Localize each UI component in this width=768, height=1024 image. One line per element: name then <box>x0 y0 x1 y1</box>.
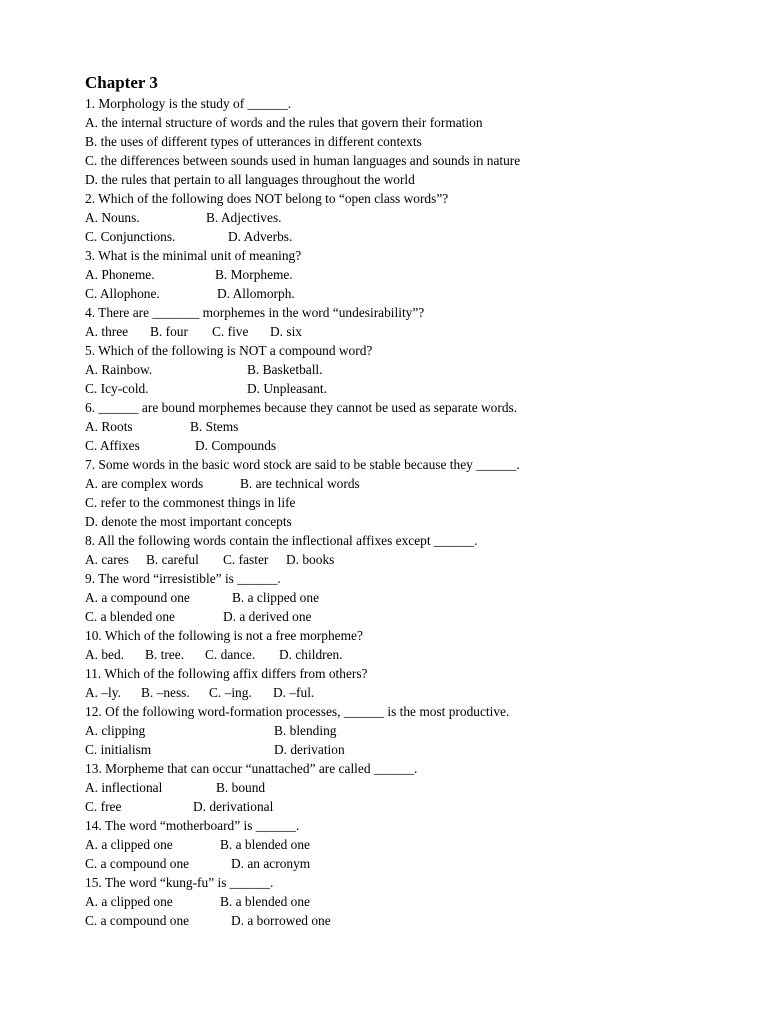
q5-option-d: D. Unpleasant. <box>247 381 327 396</box>
q1-option-b: B. the uses of different types of utterances in different contexts <box>85 134 422 149</box>
q15-options-row-2 <box>85 911 725 930</box>
q10-option-c: C. dance. <box>205 647 256 662</box>
q6-options-row-2 <box>85 436 725 455</box>
q13-option-a: A. inflectional <box>85 780 163 795</box>
q4-option-c: C. five <box>212 324 249 339</box>
q9-options-row-1 <box>85 588 725 607</box>
q4-option-b: B. four <box>150 324 188 339</box>
q1-option-a: A. the internal structure of words and the rules that govern their formation <box>85 115 483 130</box>
question-13: 13. Morpheme that can occur “unattached” are called ______. <box>85 761 418 776</box>
chapter-title: Chapter 3 <box>85 73 158 92</box>
q15-option-c: C. a compound one <box>85 913 190 928</box>
question-5: 5. Which of the following is NOT a compound word? <box>85 343 373 358</box>
q13-options-row-2 <box>85 797 725 816</box>
q13-options-row-1 <box>85 778 725 797</box>
q10-option-d: D. children. <box>279 647 343 662</box>
q7-options-row-1 <box>85 474 725 493</box>
question-12: 12. Of the following word-formation processes, ______ is the most productive. <box>85 704 510 719</box>
q5-option-b: B. Basketball. <box>247 362 323 377</box>
q13-option-d: D. derivational <box>193 799 274 814</box>
question-1: 1. Morphology is the study of ______. <box>85 96 292 111</box>
question-2: 2. Which of the following does NOT belong to “open class words”? <box>85 191 449 206</box>
q14-option-d: D. an acronym <box>231 856 311 871</box>
question-6: 6. ______ are bound morphemes because they cannot be used as separate words. <box>85 400 518 415</box>
question-10: 10. Which of the following is not a free morpheme? <box>85 628 363 643</box>
q11-option-d: D. –ful. <box>273 685 315 700</box>
document-page <box>85 72 725 930</box>
q1-option-d: D. the rules that pertain to all languages throughout the world <box>85 172 415 187</box>
question-11: 11. Which of the following affix differs from others? <box>85 666 368 681</box>
q11-option-a: A. –ly. <box>85 685 121 700</box>
question-7: 7. Some words in the basic word stock are said to be stable because they ______. <box>85 457 520 472</box>
q12-option-c: C. initialism <box>85 742 152 757</box>
q2-option-d: D. Adverbs. <box>228 229 293 244</box>
question-15: 15. The word “kung-fu” is ______. <box>85 875 274 890</box>
q8-option-d: D. books <box>286 552 335 567</box>
q2-option-a: A. Nouns. <box>85 210 140 225</box>
q12-option-d: D. derivation <box>274 742 345 757</box>
q5-options-row-1 <box>85 360 725 379</box>
question-4: 4. There are _______ morphemes in the word “undesirability”? <box>85 305 425 320</box>
q10-option-a: A. bed. <box>85 647 125 662</box>
q5-options-row-2 <box>85 379 725 398</box>
q3-option-b: B. Morpheme. <box>215 267 293 282</box>
q12-option-b: B. blending <box>274 723 337 738</box>
q5-option-a: A. Rainbow. <box>85 362 153 377</box>
q11-options-row <box>85 683 725 702</box>
question-3: 3. What is the minimal unit of meaning? <box>85 248 302 263</box>
q9-option-b: B. a clipped one <box>232 590 320 605</box>
question-8: 8. All the following words contain the inflectional affixes except ______. <box>85 533 478 548</box>
q12-option-a: A. clipping <box>85 723 146 738</box>
q6-option-a: A. Roots <box>85 419 133 434</box>
q12-options-row-2 <box>85 740 725 759</box>
q11-option-b: B. –ness. <box>141 685 190 700</box>
q5-option-c: C. Icy-cold. <box>85 381 149 396</box>
q14-option-c: C. a compound one <box>85 856 190 871</box>
q7-option-d: D. denote the most important concepts <box>85 514 292 529</box>
q3-option-c: C. Allophone. <box>85 286 160 301</box>
q9-option-a: A. a compound one <box>85 590 190 605</box>
q14-options-row-1 <box>85 835 725 854</box>
q15-option-d: D. a borrowed one <box>231 913 331 928</box>
q2-options-row-2 <box>85 227 725 246</box>
q11-option-c: C. –ing. <box>209 685 252 700</box>
q14-options-row-2 <box>85 854 725 873</box>
q8-option-a: A. cares <box>85 552 129 567</box>
q9-option-d: D. a derived one <box>223 609 312 624</box>
q14-option-b: B. a blended one <box>220 837 310 852</box>
q7-option-c: C. refer to the commonest things in life <box>85 495 296 510</box>
q6-option-c: C. Affixes <box>85 438 140 453</box>
q3-options-row-1 <box>85 265 725 284</box>
q15-option-b: B. a blended one <box>220 894 310 909</box>
q6-options-row-1 <box>85 417 725 436</box>
q6-option-b: B. Stems <box>190 419 239 434</box>
q10-options-row <box>85 645 725 664</box>
q8-options-row <box>85 550 725 569</box>
q10-option-b: B. tree. <box>145 647 185 662</box>
q13-option-c: C. free <box>85 799 122 814</box>
q15-options-row-1 <box>85 892 725 911</box>
q3-options-row-2 <box>85 284 725 303</box>
q15-option-a: A. a clipped one <box>85 894 173 909</box>
q2-option-c: C. Conjunctions. <box>85 229 176 244</box>
q7-option-b: B. are technical words <box>240 476 360 491</box>
q4-option-d: D. six <box>270 324 302 339</box>
q13-option-b: B. bound <box>216 780 266 795</box>
q7-option-a: A. are complex words <box>85 476 204 491</box>
q4-option-a: A. three <box>85 324 129 339</box>
q12-options-row-1 <box>85 721 725 740</box>
question-9: 9. The word “irresistible” is ______. <box>85 571 281 586</box>
q2-options-row-1 <box>85 208 725 227</box>
q9-option-c: C. a blended one <box>85 609 175 624</box>
q2-option-b: B. Adjectives. <box>206 210 282 225</box>
q6-option-d: D. Compounds <box>195 438 277 453</box>
q3-option-d: D. Allomorph. <box>217 286 295 301</box>
q3-option-a: A. Phoneme. <box>85 267 155 282</box>
q4-options-row <box>85 322 725 341</box>
question-14: 14. The word “motherboard” is ______. <box>85 818 300 833</box>
q8-option-b: B. careful <box>146 552 199 567</box>
q8-option-c: C. faster <box>223 552 269 567</box>
q14-option-a: A. a clipped one <box>85 837 173 852</box>
q1-option-c: C. the differences between sounds used in human languages and sounds in nature <box>85 153 521 168</box>
q9-options-row-2 <box>85 607 725 626</box>
